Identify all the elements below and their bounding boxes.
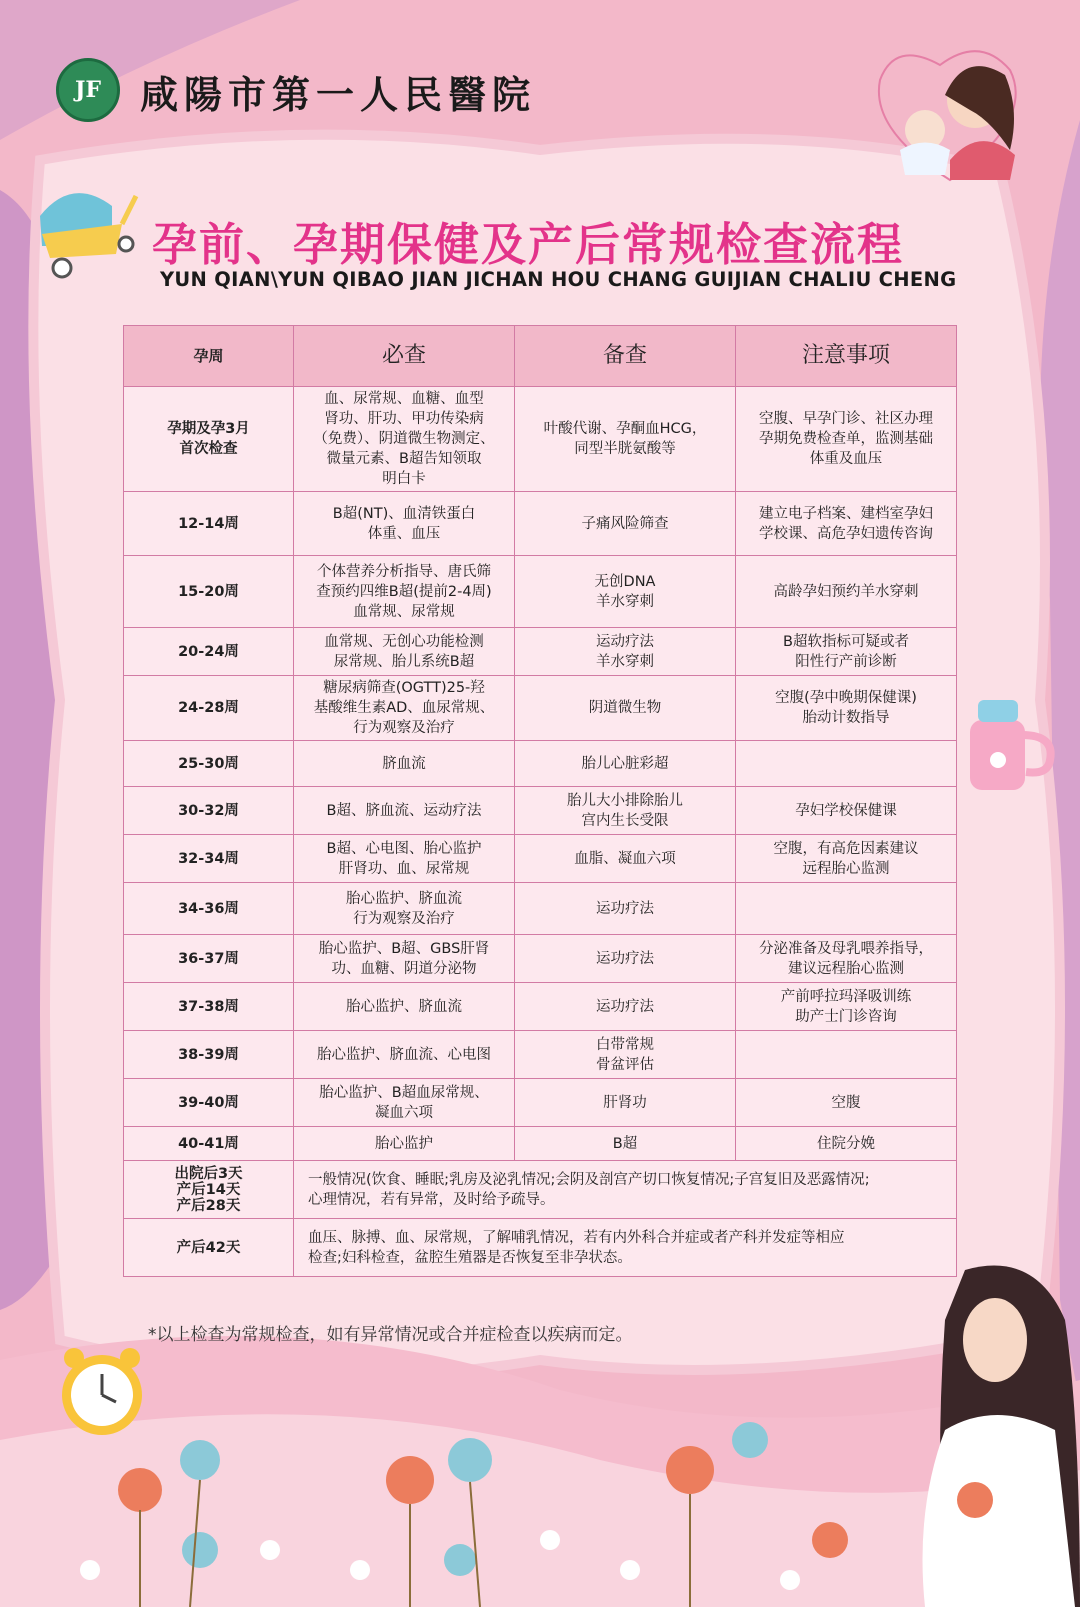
cell-line: 25-30周 — [178, 755, 239, 772]
cell-line: 阴道微生物 — [588, 700, 662, 716]
notes-cell — [736, 387, 957, 492]
cell-line: 15-20周 — [178, 583, 239, 600]
hospital-name: 咸陽市第一人民醫院 — [140, 72, 537, 117]
optional-check-cell — [515, 556, 736, 628]
cell-line: 胎动计数指导 — [802, 710, 890, 726]
cell-line: 血脂、凝血六项 — [574, 850, 676, 867]
cell-line: 血常规、尿常规 — [353, 603, 455, 620]
notes-cell — [736, 935, 957, 983]
cell-line: 体重及血压 — [809, 451, 883, 467]
must-check-cell — [294, 883, 515, 935]
cell-line: 空腹、早孕门诊、社区办理 — [759, 411, 933, 427]
optional-check-cell — [515, 935, 736, 983]
cell-line: 心理情况，若有异常，及时给予疏导。 — [308, 1191, 555, 1208]
must-check-cell — [294, 935, 515, 983]
cell-line: 产后14天 — [176, 1181, 241, 1198]
optional-check-cell — [515, 628, 736, 676]
optional-check-cell — [515, 1031, 736, 1079]
notes-cell — [736, 1079, 957, 1127]
optional-check-cell — [515, 492, 736, 556]
cell-line: 30-32周 — [178, 802, 239, 819]
cell-line: 孕期及孕3月 — [167, 421, 250, 437]
cell-line: 空腹 — [831, 1094, 861, 1111]
cell-line: 40-41周 — [178, 1135, 239, 1152]
page-subtitle: YUN QIAN\YUN QIBAO JIAN JICHAN HOU CHANG GUIJIAN CHALIU CHENG — [160, 268, 957, 291]
page-title: 孕前、孕期保健及产后常规检查流程 — [152, 218, 905, 271]
cell-line: 34-36周 — [178, 900, 239, 917]
cell-line: 查预约四维B超(提前2-4周) — [316, 583, 492, 600]
week-cell — [124, 983, 294, 1031]
postpartum-content-cell — [294, 1219, 957, 1277]
table-row — [124, 741, 957, 787]
cell-line: 胎心监护 — [375, 1135, 433, 1152]
cell-line: 胎心监护、脐血流 — [346, 998, 462, 1015]
notes-cell — [736, 1031, 957, 1079]
cell-line: 空腹(孕中晚期保健课) — [775, 690, 917, 706]
cell-line: 羊水穿刺 — [596, 593, 654, 610]
cell-line: 尿常规、胎儿系统B超 — [333, 653, 475, 670]
cell-line: 20-24周 — [178, 643, 239, 660]
week-cell — [124, 935, 294, 983]
cell-line: 运动疗法 — [596, 633, 654, 650]
postpartum-row — [124, 1219, 957, 1277]
cell-line: 建立电子档案、建档室孕妇 — [759, 505, 933, 522]
notes-cell — [736, 676, 957, 741]
cell-line: 12-14周 — [178, 515, 239, 532]
table-row — [124, 1031, 957, 1079]
cell-line: B超、脐血流、运动疗法 — [326, 802, 482, 819]
checkup-table — [123, 325, 957, 1277]
cell-line: 肝肾功 — [603, 1094, 647, 1111]
cell-line: B超软指标可疑或者 — [783, 633, 909, 650]
cell-line: B超 — [612, 1135, 638, 1152]
cell-line: 肾功、肝功、甲功传染病 — [324, 411, 484, 427]
notes-cell — [736, 883, 957, 935]
cell-line: 学校课、高危孕妇遗传咨询 — [759, 525, 933, 542]
cell-line: 阳性行产前诊断 — [795, 653, 897, 670]
cell-line: 胎心监护、B超血尿常规、 — [319, 1084, 489, 1101]
cell-line: 运功疗法 — [596, 900, 654, 917]
table-row — [124, 835, 957, 883]
must-check-cell — [294, 787, 515, 835]
cell-line: 36-37周 — [178, 950, 239, 967]
week-cell — [124, 628, 294, 676]
notes-cell — [736, 492, 957, 556]
cell-line: 胎心监护、脐血流、心电图 — [317, 1046, 491, 1063]
cell-line: （免费）、阴道微生物测定、 — [313, 431, 495, 447]
cell-line: 明白卡 — [382, 471, 426, 487]
cell-line: 体重、血压 — [367, 525, 441, 542]
cell-line: 行为观察及治疗 — [353, 720, 455, 736]
cell-line: 产后42天 — [176, 1239, 241, 1256]
col-header-optional: 备查 — [515, 326, 736, 387]
optional-check-cell — [515, 741, 736, 787]
week-cell — [124, 835, 294, 883]
optional-check-cell — [515, 1079, 736, 1127]
cell-line: 功、血糖、阴道分泌物 — [331, 960, 477, 977]
cell-line: 建议远程胎心监测 — [788, 960, 904, 977]
cell-line: 血压、脉搏、血、尿常规，了解哺乳情况，若有内外科合并症或者产科并发症等相应 — [308, 1229, 845, 1246]
mother-baby-heart-icon — [870, 40, 1030, 190]
notes-cell — [736, 556, 957, 628]
cell-line: 检查;妇科检查，盆腔生殖器是否恢复至非孕状态。 — [308, 1249, 632, 1266]
cell-line: 37-38周 — [178, 998, 239, 1015]
must-check-cell — [294, 1079, 515, 1127]
cell-line: 微量元素、B超告知领取 — [326, 451, 482, 467]
notes-cell — [736, 628, 957, 676]
cell-line: 羊水穿刺 — [596, 653, 654, 670]
cell-line: 孕妇学校保健课 — [795, 802, 897, 819]
cell-line: 白带常规 — [596, 1036, 654, 1053]
hospital-logo-icon: JF — [56, 58, 120, 122]
cell-line: 个体营养分析指导、唐氏筛 — [317, 563, 491, 580]
must-check-cell — [294, 676, 515, 741]
table-row — [124, 628, 957, 676]
cell-line: 产前呼拉玛泽吸训练 — [780, 988, 912, 1005]
cell-line: 38-39周 — [178, 1046, 239, 1063]
optional-check-cell — [515, 676, 736, 741]
notes-cell — [736, 787, 957, 835]
cell-line: 39-40周 — [178, 1094, 239, 1111]
flower-decoration-icon — [30, 1420, 910, 1607]
cell-line: 骨盆评估 — [596, 1056, 654, 1073]
col-header-week: 孕周 — [124, 326, 294, 387]
table-row — [124, 1127, 957, 1161]
cell-line: 首次检查 — [179, 441, 238, 457]
cell-line: 脐血流 — [382, 755, 426, 772]
cell-line: 产后28天 — [176, 1197, 241, 1214]
optional-check-cell — [515, 883, 736, 935]
optional-check-cell — [515, 1127, 736, 1161]
table-row — [124, 492, 957, 556]
week-cell — [124, 1219, 294, 1277]
optional-check-cell — [515, 787, 736, 835]
cell-line: 叶酸代谢、孕酮血HCG， — [543, 421, 707, 437]
table-header-row — [124, 326, 957, 387]
cell-line: 子痛风险筛查 — [581, 515, 669, 532]
cell-line: 胎儿心脏彩超 — [581, 755, 669, 772]
optional-check-cell — [515, 387, 736, 492]
cell-line: 胎心监护、B超、GBS肝肾 — [318, 940, 490, 957]
col-header-notes: 注意事项 — [736, 326, 957, 387]
cell-line: 宫内生长受限 — [581, 812, 669, 829]
cell-line: B超、心电图、胎心监护 — [326, 840, 482, 857]
table-row — [124, 1079, 957, 1127]
cell-line: 糖尿病筛查(OGTT)25-羟 — [323, 680, 485, 696]
week-cell — [124, 1127, 294, 1161]
baby-stroller-icon — [32, 176, 142, 286]
cell-line: 运功疗法 — [596, 998, 654, 1015]
postpartum-content-cell — [294, 1161, 957, 1219]
table-row — [124, 556, 957, 628]
must-check-cell — [294, 983, 515, 1031]
notes-cell — [736, 741, 957, 787]
week-cell — [124, 883, 294, 935]
table-row — [124, 387, 957, 492]
cell-line: 孕期免费检查单，监测基础 — [759, 431, 933, 447]
cell-line: 空腹，有高危因素建议 — [773, 840, 919, 857]
cell-line: 血常规、无创心功能检测 — [324, 633, 484, 650]
baby-bottle-icon — [960, 690, 1060, 800]
cell-line: 血、尿常规、血糖、血型 — [324, 391, 484, 407]
cell-line: 24-28周 — [178, 700, 239, 716]
cell-line: 行为观察及治疗 — [353, 910, 455, 927]
cell-line: B超(NT)、血清铁蛋白 — [332, 505, 476, 522]
week-cell — [124, 676, 294, 741]
cell-line: 无创DNA — [594, 573, 656, 590]
must-check-cell — [294, 1031, 515, 1079]
notes-cell — [736, 835, 957, 883]
week-cell — [124, 1031, 294, 1079]
cell-line: 运功疗法 — [596, 950, 654, 967]
cell-line: 肝肾功、血、尿常规 — [338, 860, 470, 877]
cell-line: 远程胎心监测 — [802, 860, 890, 877]
optional-check-cell — [515, 835, 736, 883]
cell-line: 出院后3天 — [174, 1165, 243, 1182]
must-check-cell — [294, 1127, 515, 1161]
must-check-cell — [294, 387, 515, 492]
postpartum-row — [124, 1161, 957, 1219]
footnote: *以上检查为常规检查，如有异常情况或合并症检查以疾病而定。 — [148, 1325, 633, 1345]
table-row — [124, 935, 957, 983]
must-check-cell — [294, 556, 515, 628]
week-cell — [124, 1161, 294, 1219]
table-row — [124, 883, 957, 935]
cell-line: 胎心监护、脐血流 — [346, 890, 462, 907]
must-check-cell — [294, 492, 515, 556]
cell-line: 32-34周 — [178, 850, 239, 867]
week-cell — [124, 1079, 294, 1127]
notes-cell — [736, 1127, 957, 1161]
cell-line: 分泌准备及母乳喂养指导， — [759, 940, 933, 957]
must-check-cell — [294, 741, 515, 787]
week-cell — [124, 492, 294, 556]
table-row — [124, 787, 957, 835]
cell-line: 住院分娩 — [817, 1135, 875, 1152]
week-cell — [124, 787, 294, 835]
cell-line: 凝血六项 — [375, 1104, 433, 1121]
week-cell — [124, 387, 294, 492]
must-check-cell — [294, 835, 515, 883]
cell-line: 助产士门诊咨询 — [795, 1008, 897, 1025]
pregnant-woman-icon — [905, 1260, 1080, 1607]
optional-check-cell — [515, 983, 736, 1031]
col-header-must: 必查 — [294, 326, 515, 387]
cell-line: 高龄孕妇预约羊水穿刺 — [773, 583, 919, 600]
cell-line: 一般情况(饮食、睡眠;乳房及泌乳情况;会阴及剖宫产切口恢复情况;子宫复旧及恶露情况; — [308, 1171, 870, 1188]
notes-cell — [736, 983, 957, 1031]
week-cell — [124, 741, 294, 787]
cell-line: 胎儿大小排除胎儿 — [567, 792, 683, 809]
cell-line: 基酸维生素AD、血尿常规、 — [313, 700, 495, 716]
must-check-cell — [294, 628, 515, 676]
table-row — [124, 676, 957, 741]
cell-line: 同型半胱氨酸等 — [574, 441, 676, 457]
table-row — [124, 983, 957, 1031]
week-cell — [124, 556, 294, 628]
